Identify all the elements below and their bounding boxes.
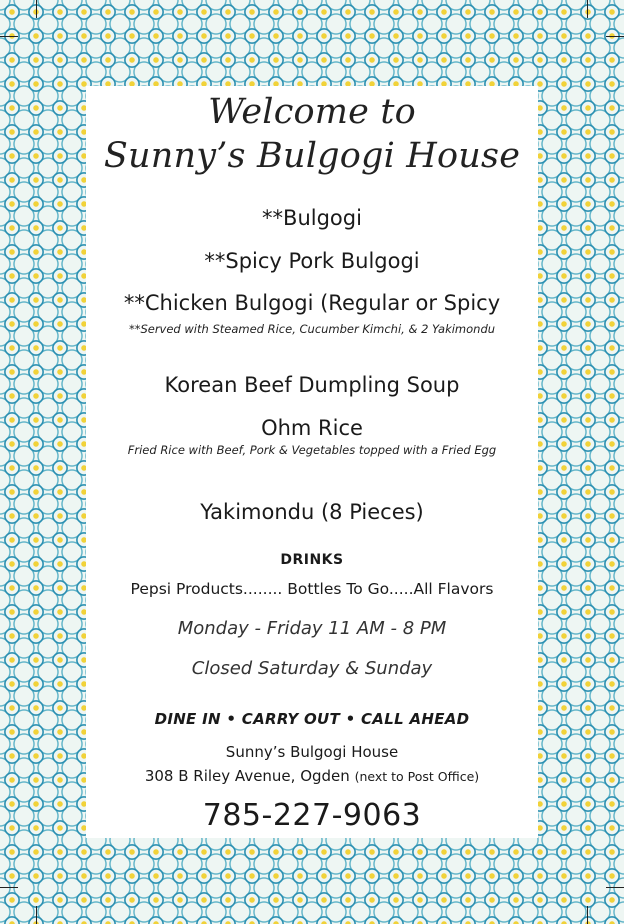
services-line: DINE IN • CARRY OUT • CALL AHEAD bbox=[154, 710, 470, 728]
menu-item-ohm-rice: Ohm Rice bbox=[261, 416, 363, 440]
menu-item-bulgogi: **Bulgogi bbox=[262, 206, 362, 230]
menu-item-spicy-pork: **Spicy Pork Bulgogi bbox=[204, 249, 420, 273]
menu-panel bbox=[86, 86, 538, 838]
crop-mark-br-v bbox=[587, 906, 588, 924]
address-name: Sunny’s Bulgogi House bbox=[225, 743, 399, 761]
menu-item-yakimondu: Yakimondu (8 Pieces) bbox=[200, 500, 424, 524]
crop-mark-bl-h bbox=[0, 887, 18, 888]
crop-mark-tr-v bbox=[587, 0, 588, 18]
crop-mark-bl-v bbox=[36, 906, 37, 924]
crop-mark-br-h bbox=[606, 887, 624, 888]
address-line bbox=[86, 767, 538, 785]
ohm-rice-note: Fried Rice with Beef, Pork & Vegetables topped with a Fried Egg bbox=[127, 443, 497, 457]
crop-mark-tl-h bbox=[0, 36, 18, 37]
menu-item-chicken: **Chicken Bulgogi (Regular or Spicy bbox=[123, 291, 501, 315]
served-with-note: **Served with Steamed Rice, Cucumber Kimchi, & 2 Yakimondu bbox=[128, 322, 496, 336]
crop-mark-tr-h bbox=[606, 36, 624, 37]
menu-item-dumpling-soup: Korean Beef Dumpling Soup bbox=[164, 373, 460, 397]
drinks-heading: DRINKS bbox=[280, 552, 344, 568]
hours-weekend: Closed Saturday & Sunday bbox=[191, 658, 433, 679]
drinks-text: Pepsi Products........ Bottles To Go.....All Flavors bbox=[130, 580, 494, 598]
hours-weekdays: Monday - Friday 11 AM - 8 PM bbox=[177, 618, 447, 639]
title-line-1: Welcome to bbox=[208, 92, 416, 132]
address-street: 308 B Riley Avenue, Ogden bbox=[144, 767, 350, 785]
phone-number: 785-227-9063 bbox=[202, 798, 422, 833]
title-line-2: Sunny’s Bulgogi House bbox=[103, 136, 521, 176]
address-note: (next to Post Office) bbox=[354, 769, 480, 784]
crop-mark-tl-v bbox=[36, 0, 37, 18]
